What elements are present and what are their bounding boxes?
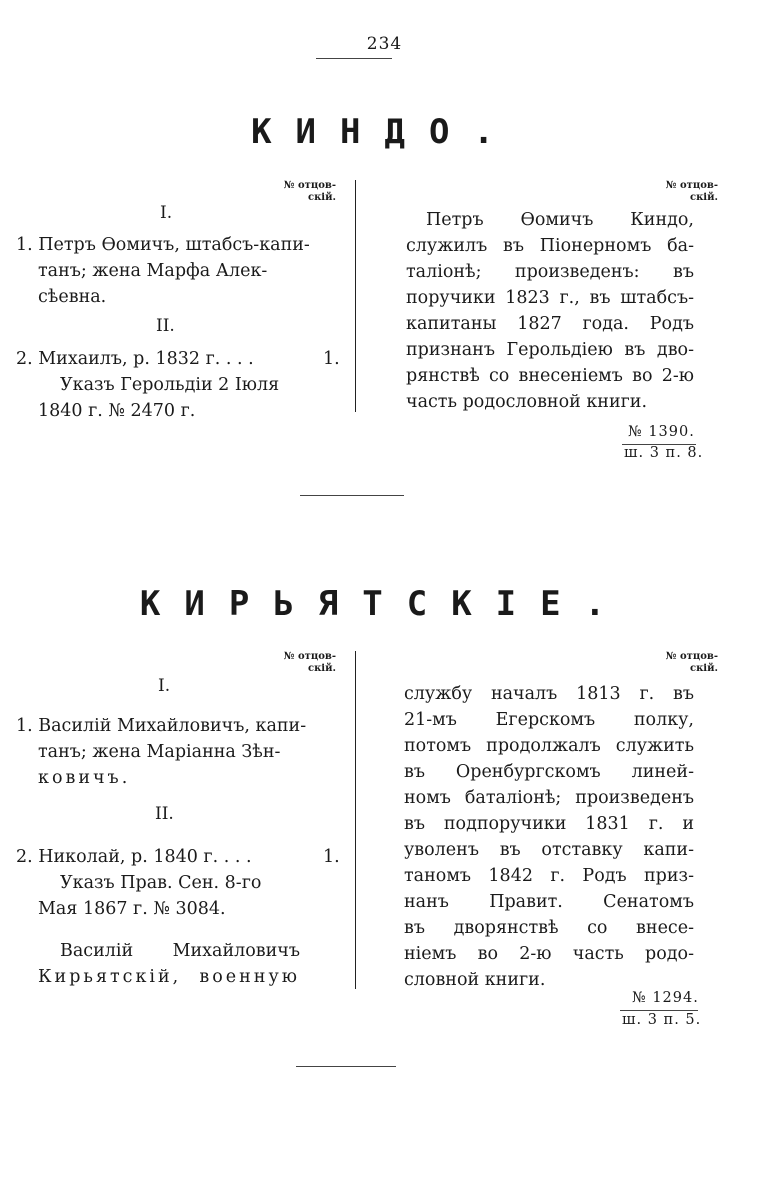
- record-number: № 1294.: [632, 990, 699, 1006]
- biography-line: ніемъ во 2-ю часть родо-: [404, 944, 694, 964]
- gen1-entry-line: танъ; жена Маріанна Зѣн-: [38, 742, 281, 762]
- gen1-entry-line: танъ; жена Марфа Алек-: [38, 261, 268, 281]
- record-number: № 1390.: [628, 424, 695, 440]
- generation-2-label: II.: [155, 804, 174, 824]
- column-divider: [355, 180, 356, 412]
- gen1-entry-line: сѣевна.: [38, 287, 107, 307]
- page-number: 234: [366, 34, 403, 54]
- biography-line: потомъ продолжалъ служить: [404, 736, 694, 756]
- biography-line: номъ баталіонѣ; произведенъ: [404, 788, 694, 808]
- biography-line: таномъ 1842 г. Родъ приз-: [404, 866, 694, 886]
- section-separator: [296, 1066, 396, 1067]
- gen2-entry-line: Мая 1867 г. № 3084.: [38, 899, 226, 919]
- biography-line: 21-мъ Егерскомъ полку,: [404, 710, 694, 730]
- generation-2-label: II.: [156, 316, 175, 336]
- biography-line: службу началъ 1813 г. въ: [404, 684, 694, 704]
- gen1-entry-line: ковичъ.: [38, 768, 131, 788]
- gen2-entry-line: 2. Николай, р. 1840 г. . . .: [16, 847, 252, 867]
- biography-line: Петръ Ѳомичъ Киндо,: [426, 210, 694, 230]
- biography-line: рянствѣ со внесеніемъ во 2-ю: [406, 366, 694, 386]
- biography-line: часть родословной книги.: [406, 392, 648, 412]
- page-number-underline: [316, 58, 392, 59]
- section-title-kiryatskie: КИРЬЯТСКІЕ.: [139, 584, 630, 624]
- archive-location: ш. 3 п. 8.: [624, 445, 704, 461]
- gen2-entry-line: Указъ Прав. Сен. 8-го: [60, 873, 262, 893]
- biography-line: признанъ Герольдіею въ дво-: [406, 340, 694, 360]
- biography-line: таліонѣ; произведенъ: въ: [406, 262, 694, 282]
- column-divider: [355, 651, 356, 989]
- biography-line: служилъ въ Піонерномъ ба-: [406, 236, 694, 256]
- left-father-column-header: № отцов- скій.: [283, 651, 336, 674]
- biography-line: поручики 1823 г., въ штабсъ-: [406, 288, 694, 308]
- right-father-column-header: № отцов- скій.: [665, 651, 718, 674]
- biography-line: въ подпоручики 1831 г. и: [404, 814, 694, 834]
- biography-line: капитаны 1827 года. Родъ: [406, 314, 694, 334]
- biography-line: нанъ Правит. Сенатомъ: [404, 892, 694, 912]
- gen2-entry-line: 2. Михаилъ, р. 1832 г. . . .: [16, 349, 254, 369]
- left-father-column-header: № отцов- скій.: [283, 180, 336, 203]
- gen1-entry-line: 1. Василій Михайловичъ, капи-: [16, 716, 307, 736]
- biography-line: въ дворянствѣ со внесе-: [404, 918, 694, 938]
- section-separator: [300, 495, 404, 496]
- generation-1-label: I.: [160, 203, 173, 223]
- archive-location: ш. 3 п. 5.: [622, 1012, 702, 1028]
- gen2-entry-line: 1840 г. № 2470 г.: [38, 401, 196, 421]
- father-number: 1.: [323, 349, 340, 369]
- right-father-column-header: № отцов- скій.: [665, 180, 718, 203]
- biography-note-line: Кирьятскій, военную: [38, 967, 300, 987]
- biography-note-line: Василій Михайловичъ: [60, 941, 300, 961]
- father-number: 1.: [323, 847, 340, 867]
- biography-line: уволенъ въ отставку капи-: [404, 840, 694, 860]
- record-underline: [620, 1010, 698, 1011]
- biography-line: въ Оренбургскомъ линей-: [404, 762, 694, 782]
- generation-1-label: I.: [158, 676, 171, 696]
- gen2-entry-line: Указъ Герольдіи 2 Іюля: [60, 375, 280, 395]
- section-title-kindo: КИНДО.: [251, 112, 518, 152]
- gen1-entry-line: 1. Петръ Ѳомичъ, штабсъ-капи-: [16, 235, 310, 255]
- biography-line: словной книги.: [404, 970, 546, 990]
